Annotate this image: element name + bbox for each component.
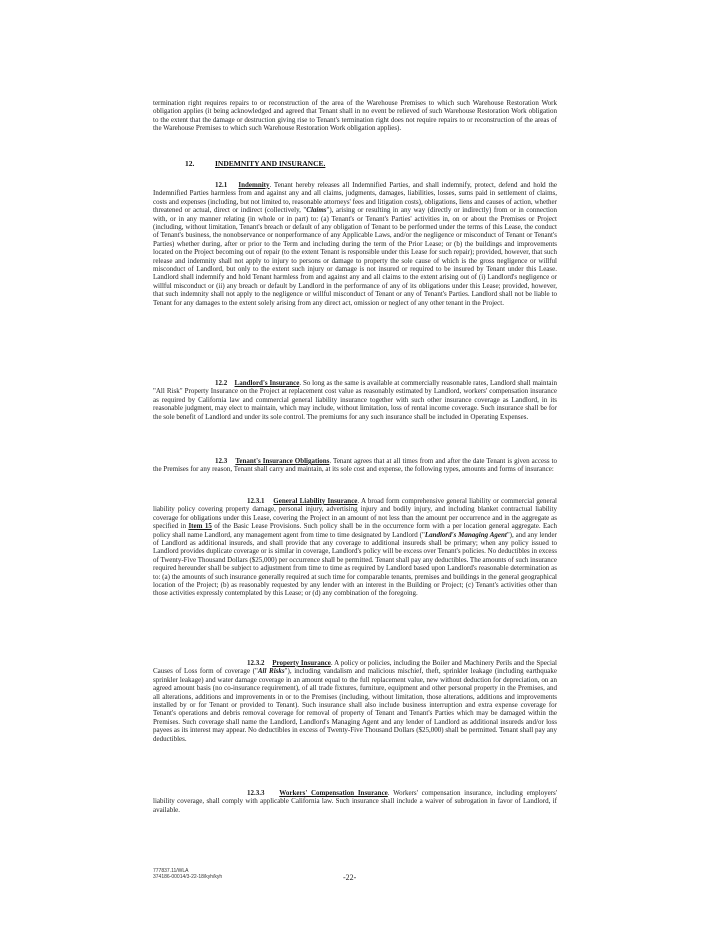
intro-paragraph — [153, 99, 557, 133]
clause-title-tenants-insurance: Tenant's Insurance Obligations — [235, 457, 330, 465]
defined-term-all-risks: All Risks — [257, 667, 285, 676]
clause-number-12-3-1: 12.3.1 — [247, 497, 265, 505]
clause-text-12-1-b: "), arising or resulting in any way (directly or indirectly) from or in connection with, or in any manner relating (in whole or in part) to: (a) Tenant's or Tenant's Parties' activities in, on or about the Premises or Project (including, without limitation, Tenant's breach or default of any obligation of Tenant to be performed under the terms of this Lease, the conduct of Tenant's business, the nonobservance or nonperformance of any Applicable Laws, and/or the negligence or misconduct of Tenant or Tenant's Parties) whether during, after or prior to the Term and including during the term of the Prior Lease; or (b) the buildings and improvements located on the Project becoming out of repair (to the extent Tenant is responsible under this Lease for such repair); provided, however, that such release and indemnity shall not apply to injury to persons or damage to property the sole cause of which is the gross negligence or willful misconduct of Landlord, but only to the extent such injury or damage is not insured or required to be insured by Tenant under this Lease. Landlord shall indemnify and hold Tenant harmless from and against any and all claims to the extent arising out of (i) Landlord's negligence or willful misconduct or (ii) any breach or default by Landlord in the performance of any of its obligations under this Lease; provided, however, that such indemnity shall not apply to the negligence or willful misconduct of Tenant or any of Tenant's Parties. Landlord shall not be liable to Tenant for any damages to the extent solely arising from any direct act, omission or neglect of any other tenant in the Project. — [153, 206, 557, 307]
clause-number-12-2: 12.2 — [215, 379, 228, 387]
clause-text-12-3-1-a: . A broad form comprehensive general liability or commercial general liability policy covering property damage, personal injury, advertising injury and bodily injury, and including blanket contractual liability coverage for obligations under this Lease, covering the Project in an amount of not less than the amount per occurrence and in the aggregate as specified in — [153, 497, 557, 531]
clause-number-12-3-2: 12.3.2 — [247, 659, 265, 667]
paragraph-12-1 — [153, 181, 557, 307]
clause-title-landlords-insurance: Landlord's Insurance — [234, 379, 300, 387]
footer-line-1: 777837.11/WLA — [153, 868, 189, 874]
section-heading — [185, 159, 325, 168]
clause-number-12-1: 12.1 — [215, 181, 228, 189]
paragraph-12-2 — [153, 379, 557, 421]
clause-text-12-3-2-a: . A policy or policies, including the Boiler and Machinery Perils and the Special Causes of Loss form of coverage (" — [153, 659, 557, 676]
clause-text-12-3-1-c: "), and any lender of Landlord as additional insureds, and shall provide that any coverage to additional insureds shall be primary; when any policy issued to Landlord provides duplicate coverage or is similar in coverage, Landlord's policy will be excess over Tenant's policies. No deductibles in excess of Twenty-Five Thousand Dollars ($25,000) per occurrence shall be permitted. Tenant shall pay any deductibles. The amounts of such insurance required hereunder shall be subject to adjustment from time to time as required by Landlord based upon Landlord's reasonable determination as to: (a) the amounts of such insurance generally required at such time for comparable tenants, premises and buildings in the general geographical location of the Project; (b) as reasonably requested by any lender with an interest in the Building or Project; (c) Tenant's activities other than those activities expressly contemplated by this Lease; or (d) any combination of the foregoing. — [153, 530, 558, 598]
defined-term-managing-agent: Landlord's Managing Agent — [424, 530, 507, 539]
section-title: INDEMNITY AND INSURANCE. — [215, 159, 326, 168]
clause-text-12-1-a: . Tenant hereby releases all Indemnified Parties, and shall indemnify, protect, defend and hold the Indemnified Parties harmless from and against any and all claims, judgments, damages, liabilities, losses, sums paid in settlement of claims, costs and expenses (including, but not limited to, reasonable attorneys' fees and litigation costs), obligations, liens and causes of action, whether threatened or actual, direct or indirect (collectively, " — [153, 181, 557, 215]
section-number: 12. — [185, 159, 195, 168]
item-reference: Item 15 — [188, 522, 212, 531]
clause-text-12-3-2-b: "), including vandalism and malicious mischief, theft, sprinkler leakage (including earthquake sprinkler leakage) and water damage coverage in an amount equal to the full replacement value, new without deduction for depreciation, on an agreed amount basis (no co-insurance requirement), of all trade fixtures, furniture, equipment and other personal property in the Premises, and all alterations, additions and improvements in or to the Premises (including, without limitation, those alterations, additions and improvements installed by or for Tenant or provided to Tenant). Such insurance shall also include business interruption and extra expense coverage for Tenant's operations and debris removal coverage for removal of property of Tenant and Tenant's Parties which may be damaged within the Premises. Such coverage shall name the Landlord, Landlord's Managing Agent and any lender of Landlord as additional insureds and/or loss payees as its interest may appear. No deductibles in excess of Twenty-Five Thousand Dollars ($25,000) shall be permitted. Tenant shall pay any deductibles. — [153, 667, 558, 743]
page-number: -22- — [343, 873, 357, 882]
clause-text-12-3-1-b: of the Basic Lease Provisions. Such policy shall be in the occurrence form with a per location general aggregate. Each policy shall name Landlord, any management agent from time to time designated by Landlord (" — [153, 522, 557, 539]
paragraph-12-3-2 — [153, 659, 557, 743]
paragraph-12-3-1 — [153, 497, 557, 598]
clause-text-12-3: . Tenant agrees that at all times from and after the date Tenant is given access to the Premises for any reason, Tenant shall carry and maintain, at its sole cost and expense, the following types, amounts and forms of insurance: — [153, 457, 558, 474]
clause-title-general-liability: General Liability Insurance — [273, 497, 358, 505]
paragraph-12-3 — [153, 457, 557, 474]
intro-text: termination right requires repairs to or reconstruction of the area of the Warehouse Premises to which such Warehouse Restoration Work obligation applies (it being acknowledged and agreed that Tenant shall in no event be relieved of such Warehouse Restoration Work obligation to the extent that the damage or destruction giving rise to Tenant's termination right does not require repairs to or reconstruction of the areas of the Warehouse Premises to which such Warehouse Restoration Work obligation applies). — [153, 99, 557, 133]
paragraph-12-3-3 — [153, 789, 557, 814]
clause-number-12-3: 12.3 — [215, 457, 228, 465]
clause-title-workers-comp: Workers' Compensation Insurance — [279, 789, 388, 797]
clause-title-property-insurance: Property Insurance — [272, 659, 331, 667]
clause-text-12-3-3: . Workers' compensation insurance, including employers' liability coverage, shall comply with applicable California law. Such insurance shall include a waiver of subrogation in favor of Landlord, if available. — [153, 789, 557, 814]
clause-title-indemnity: Indemnity — [238, 181, 270, 189]
footer-line-2: 374186-00014/3-22-18/kyh/kyh — [153, 874, 223, 880]
clause-text-12-2: . So long as the same is available at commercially reasonable rates, Landlord shall maintain "All Risk" Property Insurance on the Project at replacement cost value as reasonably estimated by Landlord, workers' compensation insurance as required by California law and commercial general liability insurance together with such other insurance coverage as Landlord, in its reasonable judgment, may elect to maintain, which may include, without limitation, loss of rental income coverage. Such insurance shall be for the sole benefit of Landlord and under its sole control. The premiums for any such insurance shall be included in Operating Expenses. — [153, 379, 557, 421]
footer-doc-id — [153, 868, 222, 880]
defined-term-claims: Claims — [306, 206, 327, 215]
clause-number-12-3-3: 12.3.3 — [247, 789, 265, 797]
